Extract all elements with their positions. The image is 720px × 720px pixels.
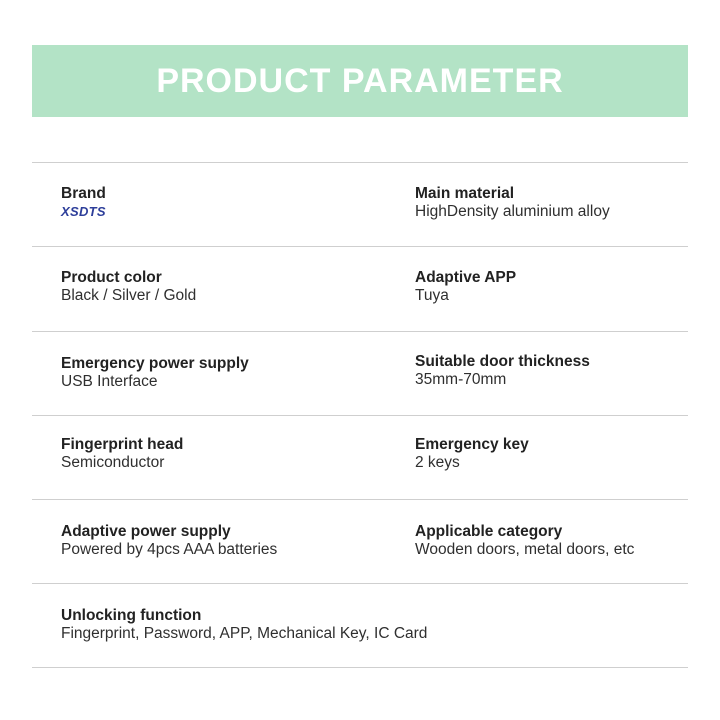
title-banner — [32, 45, 688, 117]
divider — [32, 162, 688, 163]
divider — [32, 246, 688, 247]
param-value: 2 keys — [415, 454, 460, 471]
param-label: Applicable category — [415, 523, 563, 540]
param-main-material — [415, 185, 610, 221]
param-emergency-power — [61, 355, 249, 391]
divider — [32, 499, 688, 500]
param-applicable-category — [415, 523, 634, 559]
param-value: Powered by 4pcs AAA batteries — [61, 541, 278, 558]
divider — [32, 583, 688, 584]
param-adaptive-app — [415, 269, 516, 305]
param-label: Adaptive APP — [415, 269, 517, 286]
brand-logo: XSDTS — [61, 204, 106, 219]
param-label: Emergency key — [415, 436, 529, 453]
param-product-color — [61, 269, 196, 305]
param-label: Suitable door thickness — [415, 353, 590, 370]
divider — [32, 331, 688, 332]
param-label: Emergency power supply — [61, 355, 249, 372]
param-value: Semiconductor — [61, 454, 165, 471]
param-label: Brand — [61, 185, 106, 202]
param-label: Product color — [61, 269, 162, 286]
param-label: Fingerprint head — [61, 436, 184, 453]
param-label: Main material — [415, 185, 515, 202]
param-door-thickness — [415, 353, 590, 389]
param-adaptive-power — [61, 523, 277, 559]
param-label: Unlocking function — [61, 607, 202, 624]
divider — [32, 667, 688, 668]
param-value: USB Interface — [61, 373, 158, 390]
param-unlocking-function — [61, 607, 427, 643]
param-value: Black / Silver / Gold — [61, 287, 197, 304]
param-value: Fingerprint, Password, APP, Mechanical Key, IC Card — [61, 625, 428, 642]
param-fingerprint-head — [61, 436, 183, 472]
param-emergency-key — [415, 436, 529, 472]
param-value: HighDensity aluminium alloy — [415, 203, 610, 220]
param-value: 35mm-70mm — [415, 371, 507, 388]
page-title: PRODUCT PARAMETER — [156, 61, 564, 100]
param-label: Adaptive power supply — [61, 523, 231, 540]
param-value: Wooden doors, metal doors, etc — [415, 541, 635, 558]
param-brand — [61, 185, 106, 221]
divider — [32, 415, 688, 416]
param-value: Tuya — [415, 287, 449, 304]
